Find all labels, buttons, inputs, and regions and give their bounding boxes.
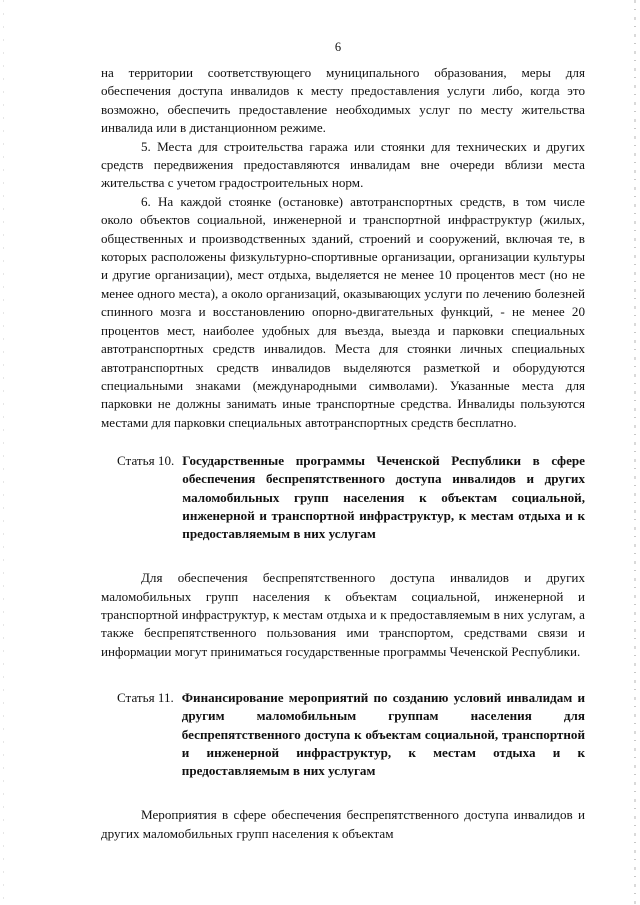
article-11-heading: [101, 689, 585, 780]
scan-edge-left: [3, 0, 4, 905]
article-10-heading: [101, 452, 585, 543]
paragraph-item-6: 6. На каждой стоянке (остановке) автотранспортных средств, в том числе около объектов социальной, инженерной и транспортной инфраструктур (жилых, общественных и производственных зданий, строений и сооружений, включая те, в которых расположены физкультурно-спортивные организации, организации культуры и другие организации), мест отдыха, выделяется не менее 10 процентов мест (но не менее одного места), а около организаций, оказывающих услуги по лечению болезней спинного мозга и восстановлению опорно-двигательных функций, - не менее 20 процентов мест, наиболее удобных для въезда, выезда и парковки специальных автотранспортных средств инвалидов. Места для стоянки личных специальных автотранспортных средств инвалидов выделяются разметкой и оборудуются специальными знаками (международными символами). Указанные места для парковки не должны занимать иные транспортные средства. Инвалиды пользуются местами для парковки специальных автотранспортных средств бесплатно.: [101, 193, 585, 430]
article-11-text: Мероприятия в сфере обеспечения беспрепятственного доступа инвалидов и других маломобильных групп населения к объектам: [101, 807, 585, 841]
article-11-title: Финансирование мероприятий по созданию условий инвалидам и другим маломобильным группам населения для беспрепятственного доступа к объектам социальной, транспортной и инженерной инфраструктур, к местам отдыха и к предоставляемым в них услугам: [181, 690, 585, 778]
article-11-label: Статья 11.: [117, 690, 174, 706]
page-number: 6: [334, 40, 342, 54]
paragraph-item-5: 5. Места для строительства гаража или стоянки для технических и других средств передвижения предоставляются инвалидам вне очереди вблизи места жительства с учетом градостроительных норм.: [101, 138, 585, 191]
document-body: [101, 64, 585, 843]
scan-edge-right: [634, 0, 636, 905]
paragraph-continuation: на территории соответствующего муниципального образования, меры для обеспечения доступа инвалидов к месту предоставления услуги либо, когда это возможно, обеспечить предоставление необходимых услуг по месту жительства инвалида или в дистанционном режиме.: [101, 65, 585, 136]
article-10-text: Для обеспечения беспрепятственного доступа инвалидов и других маломобильных групп населения к объектам социальной, инженерной и транспортной инфраструктур, к местам отдыха и к предоставляемым в них услугам, а также беспрепятственного пользования ими транспортом, средствами связи и информации могут приниматься государственные программы Чеченской Республики.: [101, 570, 585, 659]
article-10-title: Государственные программы Чеченской Республики в сфере обеспечения беспрепятственного доступа инвалидов и других маломобильных групп населения к объектам социальной, инженерной и транспортной инфраструктур, к местам отдыха и к предоставляемым в них услугам: [182, 453, 585, 541]
article-10-label: Статья 10.: [117, 453, 175, 469]
